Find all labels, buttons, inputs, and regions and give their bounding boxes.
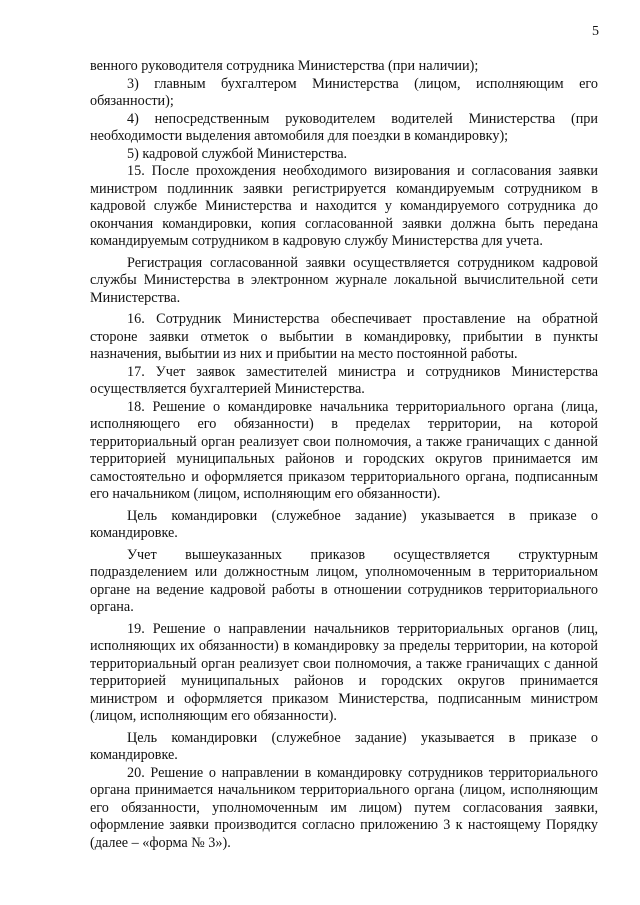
list-item-3: 3) главным бухгалтером Министерства (лицом, исполняющим его обязанности); [90,75,598,109]
clause-18-accounting: Учет вышеуказанных приказов осуществляется структурным подразделением или должностным лицом, уполномоченным в территориальном органе на ведение кадровой работы в отношении сотрудников территориального органа. [90,546,598,615]
clause-18-purpose: Цель командировки (служебное задание) указывается в приказе о командировке. [90,507,598,541]
clause-18: 18. Решение о командировке начальника территориального органа (лица, исполняющего его обязанности) в пределах территории, на которой территориальный орган реализует свои полномочия, а также граничащих с данной территорией муниципальных районов и городских округов принимается им самостоятельно и оформляется приказом территориального органа, подписанным его начальником (лицом, исполняющим его обязанности). [90,398,598,502]
list-item-4: 4) непосредственным руководителем водителей Министерства (при необходимости выделения автомобиля для поездки в командировку); [90,110,598,144]
list-item-5: 5) кадровой службой Министерства. [127,145,348,162]
clause-19: 19. Решение о направлении начальников территориальных органов (лиц, исполняющих их обязанности) в командировку за пределы территории, на которой территориальный орган реализует свои полномочия, а также граничащих с данной территорией муниципальных районов и городских округов принимается министром и оформляется приказом Министерства, подписанным министром (лицом, исполняющим его обязанности). [90,620,598,724]
clause-20: 20. Решение о направлении в командировку сотрудников территориального органа принимается начальником территориального органа (лицом, исполняющим его обязанности, уполномоченным им лицом) путем согласования заявки, оформление заявки производится согласно приложению 3 к настоящему Порядку (далее – «форма № 3»). [90,764,598,851]
clause-15: 15. После прохождения необходимого визирования и согласования заявки министром подлинник заявки регистрируется командируемым сотрудником в кадровой службе Министерства и находится у командируемого сотрудника до окончания командировки, копия согласованной заявки должна быть передана командируемым сотрудником в кадровую службу Министерства для учета. [90,163,598,249]
clause-16: 16. Сотрудник Министерства обеспечивает проставление на обратной стороне заявки отметок о выбытии в командировку, прибытии в пункты назначения, выбытии из них и прибытии на место постоянной работы. [90,311,598,362]
clause-15-registration: Регистрация согласованной заявки осуществляется сотрудником кадровой службы Министерства в электронном журнале локальной вычислительной сети Министерства. [90,254,598,306]
paragraph-continuation: венного руководителя сотрудника Министерства (при наличии); [90,58,479,74]
clause-19-purpose: Цель командировки (служебное задание) указывается в приказе о командировке. [90,729,598,763]
clause-17: 17. Учет заявок заместителей министра и сотрудников Министерства осуществляется бухгалтерией Министерства. [90,363,598,397]
document-body [90,58,598,852]
page-number: 5 [592,24,599,39]
